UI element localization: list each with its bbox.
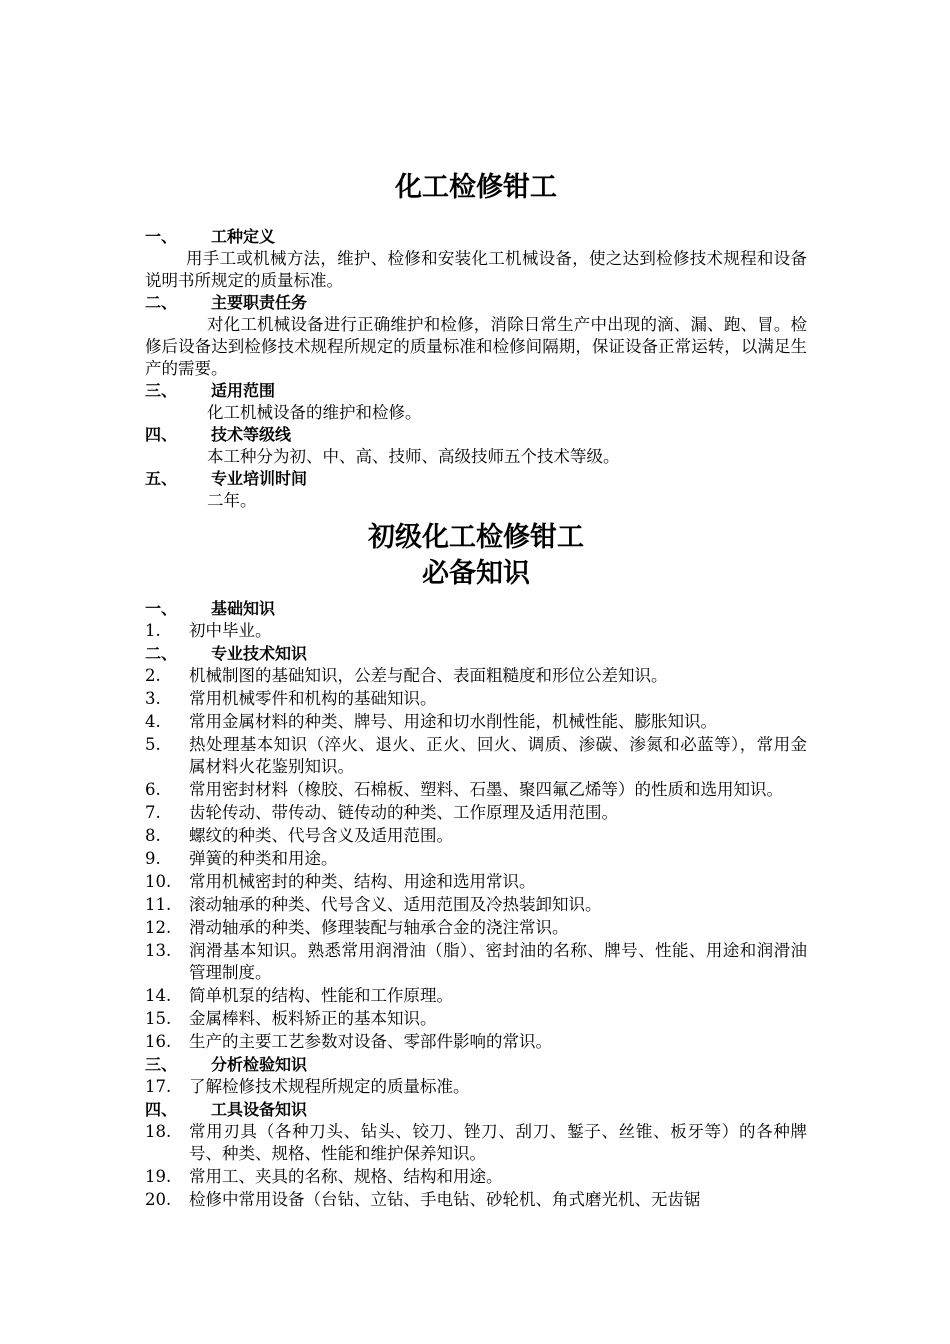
item-number: 1. — [145, 621, 161, 640]
list-item — [145, 802, 807, 824]
intro-section-3 — [145, 380, 807, 424]
item-text: 生产的主要工艺参数对设备、零部件影响的常识。 — [189, 1032, 552, 1051]
group-number: 二、 — [145, 644, 178, 663]
section-title: 适用范围 — [211, 381, 276, 400]
section-heading — [145, 424, 807, 446]
list-item — [145, 871, 807, 893]
section-title: 主要职责任务 — [211, 293, 308, 312]
section-number: 四、 — [145, 425, 178, 444]
list-item — [145, 894, 807, 916]
section-title: 专业培训时间 — [211, 469, 308, 488]
group-heading — [145, 1054, 807, 1076]
list-item — [145, 848, 807, 870]
item-number: 11. — [145, 895, 172, 914]
group-heading — [145, 1099, 807, 1121]
item-text: 检修中常用设备（台钻、立钻、手电钻、砂轮机、角式磨光机、无齿锯 — [189, 1190, 701, 1209]
item-text: 常用刃具（各种刀头、钻头、铰刀、锉刀、刮刀、錾子、丝锥、板牙等）的各种牌号、种类、规格、性能和维护保养知识。 — [189, 1122, 807, 1163]
list-item — [145, 985, 807, 1007]
list-item — [145, 779, 807, 801]
list-item — [145, 940, 807, 984]
item-number: 4. — [145, 712, 161, 731]
list-item — [145, 1166, 807, 1188]
knowledge-group-4 — [145, 1099, 807, 1211]
group-heading — [145, 643, 807, 665]
list-item — [145, 1121, 807, 1165]
item-text: 润滑基本知识。熟悉常用润滑油（脂）、密封油的名称、牌号、性能、用途和润滑油管理制度。 — [189, 941, 807, 982]
item-number: 18. — [145, 1122, 172, 1141]
item-text: 滑动轴承的种类、修理装配与轴承合金的浇注常识。 — [189, 918, 569, 937]
item-number: 6. — [145, 780, 161, 799]
item-number: 7. — [145, 803, 161, 822]
section-text: 二年。 — [207, 491, 257, 510]
item-number: 10. — [145, 872, 172, 891]
section-number: 一、 — [145, 227, 178, 246]
item-number: 19. — [145, 1167, 172, 1186]
item-number: 14. — [145, 986, 172, 1005]
section-text: 用手工或机械方法，维护、检修和安装化工机械设备，使之达到检修技术规程和设备说明书所规定的质量标准。 — [145, 249, 807, 290]
item-text: 齿轮传动、带传动、链传动的种类、工作原理及适用范围。 — [189, 803, 618, 822]
item-text: 常用机械零件和机构的基础知识。 — [189, 689, 437, 708]
group-title: 专业技术知识 — [211, 644, 308, 663]
item-text: 热处理基本知识（淬火、退火、正火、回火、调质、渗碳、渗氮和必蓝等），常用金属材料火花鉴别知识。 — [189, 735, 807, 776]
section-number: 二、 — [145, 293, 178, 312]
item-text: 常用密封材料（橡胶、石棉板、塑料、石墨、聚四氟乙烯等）的性质和选用知识。 — [189, 780, 783, 799]
item-text: 金属棒料、板料矫正的基本知识。 — [189, 1009, 437, 1028]
knowledge-group-3 — [145, 1054, 807, 1098]
section-title: 工种定义 — [211, 227, 276, 246]
item-number: 16. — [145, 1032, 172, 1051]
item-number: 12. — [145, 918, 172, 937]
item-text: 弹簧的种类和用途。 — [189, 849, 338, 868]
knowledge-list — [145, 665, 807, 1053]
item-number: 8. — [145, 826, 161, 845]
subtitle-line-1: 初级化工检修钳工 — [368, 522, 584, 553]
item-text: 机械制图的基础知识，公差与配合、表面粗糙度和形位公差知识。 — [189, 666, 668, 685]
item-text: 初中毕业。 — [189, 621, 272, 640]
knowledge-list — [145, 620, 807, 642]
group-title: 工具设备知识 — [211, 1100, 308, 1119]
document-title: 化工检修钳工 — [395, 172, 557, 203]
subtitle-line-2: 必备知识 — [422, 558, 530, 589]
section-text: 化工机械设备的维护和检修。 — [207, 403, 422, 422]
item-text: 常用机械密封的种类、结构、用途和选用常识。 — [189, 872, 536, 891]
subtitle — [145, 520, 807, 592]
group-number: 三、 — [145, 1055, 178, 1074]
item-text: 常用金属材料的种类、牌号、用途和切水削性能，机械性能、膨胀知识。 — [189, 712, 717, 731]
item-number: 17. — [145, 1077, 172, 1096]
group-number: 一、 — [145, 599, 178, 618]
group-title: 分析检验知识 — [211, 1055, 308, 1074]
section-number: 五、 — [145, 469, 178, 488]
item-text: 简单机泵的结构、性能和工作原理。 — [189, 986, 453, 1005]
list-item — [145, 1076, 807, 1098]
section-heading — [145, 226, 807, 248]
item-number: 15. — [145, 1009, 172, 1028]
section-heading — [145, 292, 807, 314]
knowledge-list — [145, 1076, 807, 1098]
list-item — [145, 1031, 807, 1053]
item-number: 2. — [145, 666, 161, 685]
knowledge-list — [145, 1121, 807, 1211]
list-item — [145, 1189, 807, 1211]
section-heading — [145, 468, 807, 490]
intro-section-2 — [145, 292, 807, 380]
section-text: 本工种分为初、中、高、技师、高级技师五个技术等级。 — [207, 447, 620, 466]
section-title: 技术等级线 — [211, 425, 292, 444]
list-item — [145, 711, 807, 733]
list-item — [145, 620, 807, 642]
list-item — [145, 1008, 807, 1030]
item-text: 了解检修技术规程所规定的质量标准。 — [189, 1077, 470, 1096]
item-text: 滚动轴承的种类、代号含义、适用范围及冷热装卸知识。 — [189, 895, 602, 914]
group-number: 四、 — [145, 1100, 178, 1119]
list-item — [145, 688, 807, 710]
knowledge-group-1 — [145, 598, 807, 642]
intro-section-4 — [145, 424, 807, 468]
knowledge-group-2 — [145, 643, 807, 1053]
item-text: 螺纹的种类、代号含义及适用范围。 — [189, 826, 453, 845]
item-text: 常用工、夹具的名称、规格、结构和用途。 — [189, 1167, 503, 1186]
section-text: 对化工机械设备进行正确维护和检修，消除日常生产中出现的滴、漏、跑、冒。检修后设备达到检修技术规程所规定的质量标准和检修间隔期，保证设备正常运转，以满足生产的需要。 — [145, 315, 807, 378]
item-number: 9. — [145, 849, 161, 868]
list-item — [145, 917, 807, 939]
item-number: 20. — [145, 1190, 172, 1209]
item-number: 13. — [145, 941, 172, 960]
list-item — [145, 665, 807, 687]
group-heading — [145, 598, 807, 620]
intro-section-5 — [145, 468, 807, 512]
item-number: 3. — [145, 689, 161, 708]
list-item — [145, 825, 807, 847]
item-number: 5. — [145, 735, 161, 754]
group-title: 基础知识 — [211, 599, 276, 618]
list-item — [145, 734, 807, 778]
section-heading — [145, 380, 807, 402]
document-page — [145, 170, 807, 1212]
intro-section-1 — [145, 226, 807, 292]
section-number: 三、 — [145, 381, 178, 400]
